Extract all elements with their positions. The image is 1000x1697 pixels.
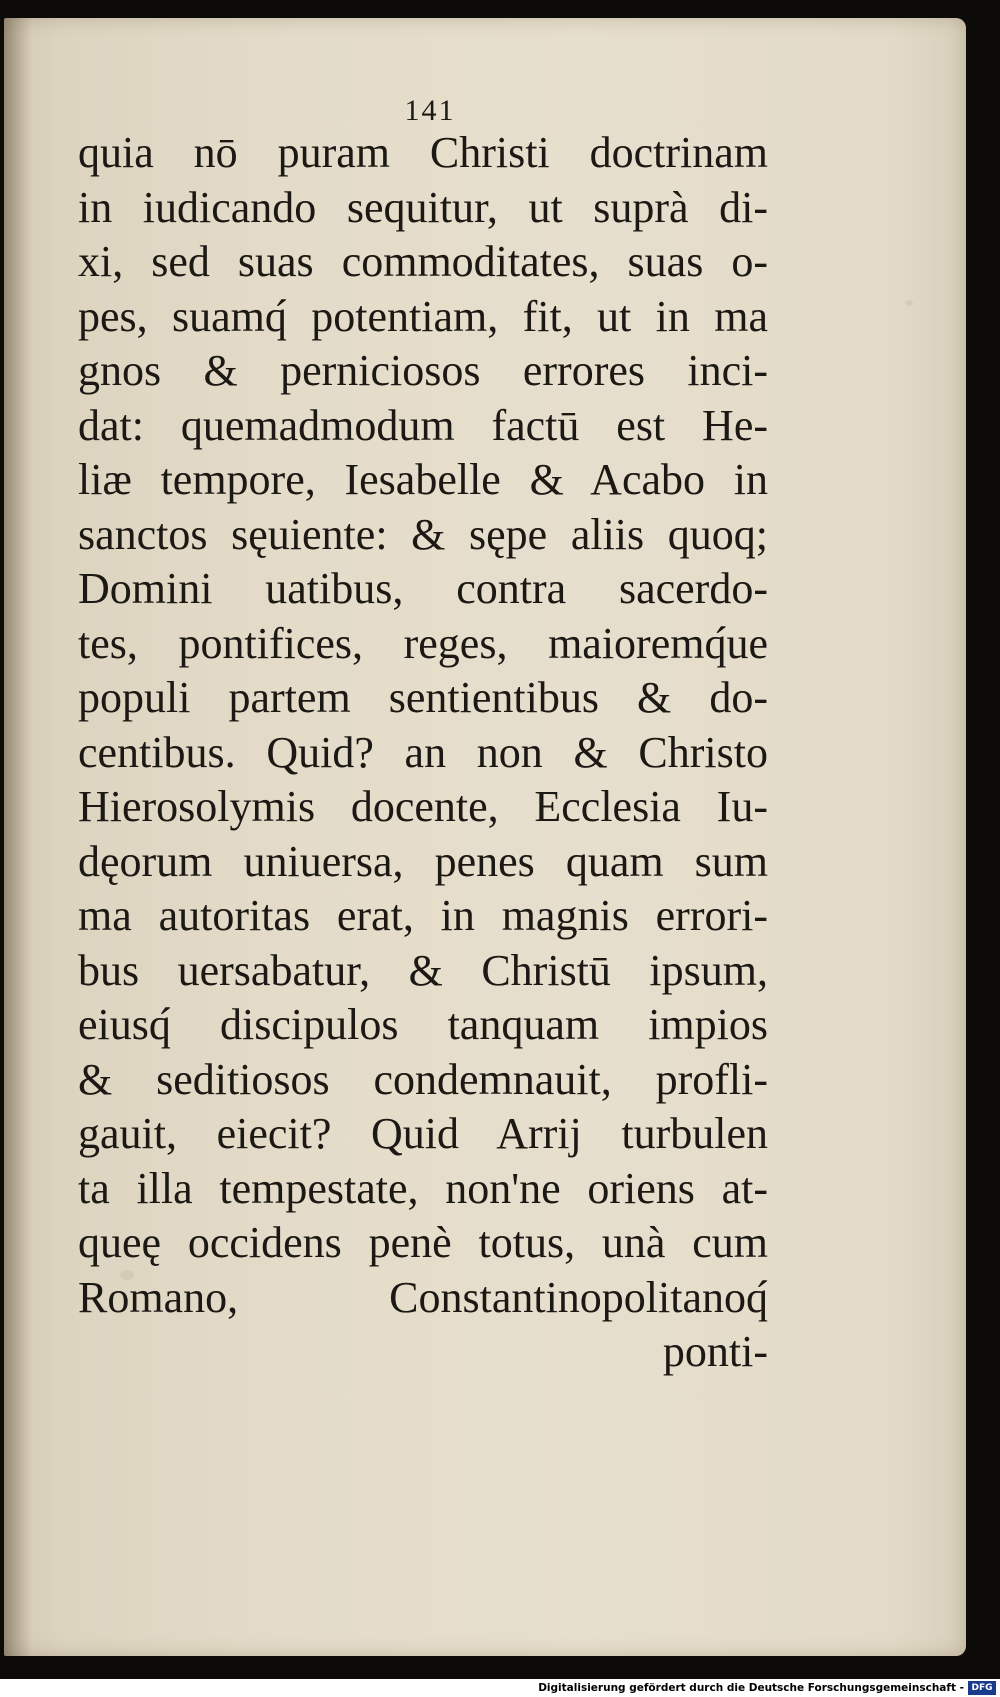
- dfg-logo: DFG: [968, 1681, 996, 1695]
- text-block: [78, 126, 768, 1380]
- digitization-credit: Digitalisierung gefördert durch die Deutsche Forschungsgemeinschaft -: [538, 1682, 964, 1694]
- text-line: liæ tempore, Iesabelle & Acabo in: [78, 455, 768, 504]
- text-line: in iudicando sequitur, ut suprà di-: [78, 182, 768, 232]
- text-line: dęorum uniuersa, penes quam sum: [78, 836, 768, 886]
- text-line: ma autoritas erat, in magnis errori-: [78, 891, 768, 940]
- text-line: sanctos sęuiente: & sępe aliis quoq;: [78, 509, 768, 559]
- text-line: Hierosolymis docente, Ecclesia Iu-: [78, 782, 768, 831]
- text-line: gnos & perniciosos errores inci-: [78, 346, 768, 395]
- text-line: Romano, Constantinopolitanoq́: [78, 1272, 768, 1322]
- text-line: populi partem sentientibus & do-: [78, 673, 768, 722]
- text-line: bus uersabatur, & Christū ipsum,: [78, 945, 768, 995]
- text-line: dat: quemadmodum factū est He-: [78, 400, 768, 450]
- text-line: gauit, eiecit? Quid Arrij turbulen: [78, 1109, 768, 1158]
- text-line: centibus. Quid? an non & Christo: [78, 727, 768, 777]
- text-line: tes, pontifices, reges, maioremq́ue: [78, 618, 768, 668]
- page-number: 141: [404, 94, 456, 127]
- text-line: Domini uatibus, contra sacerdo-: [78, 564, 768, 613]
- text-line: xi, sed suas commoditates, suas o-: [78, 237, 768, 286]
- text-line: queę occidens penè totus, unà cum: [78, 1218, 768, 1267]
- text-line: quia nō puram Christi doctrinam: [78, 128, 768, 177]
- text-line: & seditiosos condemnauit, profli-: [78, 1054, 768, 1104]
- gutter-shadow: [4, 18, 32, 1656]
- catchword: ponti-: [662, 1327, 768, 1376]
- text-line: ta illa tempestate, non'ne oriens at-: [78, 1163, 768, 1213]
- page-stain: [905, 300, 913, 306]
- text-line: pes, suamq́ potentiam, fit, ut in ma: [78, 291, 768, 341]
- text-line: eiusq́ discipulos tanquam impios: [78, 1000, 768, 1049]
